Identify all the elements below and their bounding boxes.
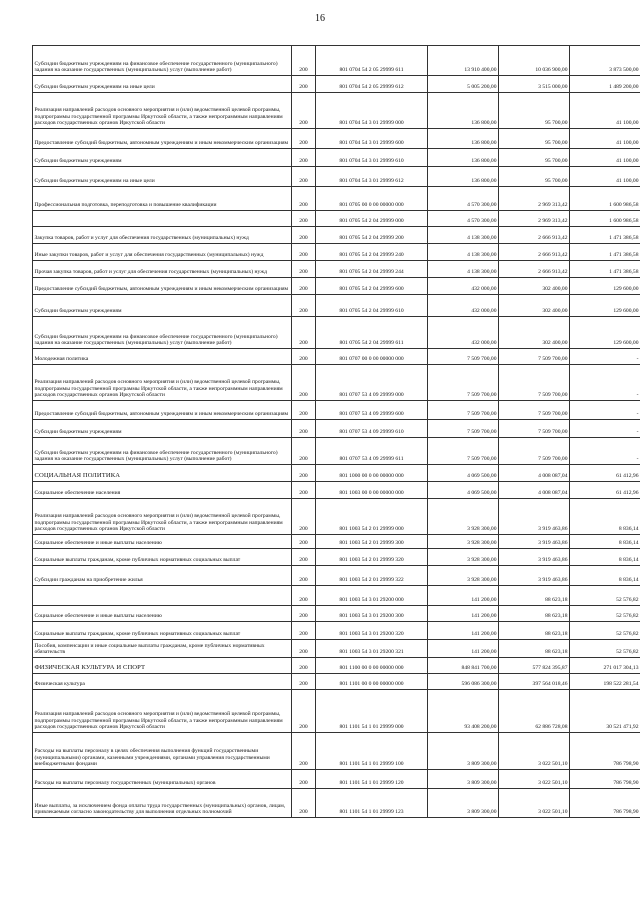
row-code: 200 [292,770,316,789]
row-name: Социальное обеспечение и иные выплаты населению [33,606,292,622]
row-value-remaining: - [570,401,640,420]
row-name: Субсидии бюджетным учреждениям на иные цели [33,167,292,187]
row-code: 200 [292,129,316,149]
row-value-remaining: 129 600,00 [570,278,640,295]
row-value-approved: 4 069 500,00 [428,465,499,482]
row-code: 200 [292,167,316,187]
row-value-approved: 4 570 300,00 [428,211,499,227]
row-value-approved: 4 138 300,00 [428,227,499,244]
row-value-approved: 4 138 300,00 [428,261,499,278]
table-row [33,674,640,690]
row-value-approved: 136 800,00 [428,93,499,129]
row-name: Реализация направлений расходов основного мероприятия и (или) ведомственной целевой программы, подпрограммы государственной программы Иркутской области, а также непрограммным направлениям расходов государственных органов Иркутской области [33,499,292,535]
table-row [33,295,640,317]
row-value-executed: 88 623,18 [499,622,570,640]
row-value-approved: 432 000,00 [428,317,499,349]
row-code: 200 [292,211,316,227]
row-code: 200 [292,93,316,129]
row-name [33,211,292,227]
row-classification: 801 0707 00 0 00 00000 000 [316,349,428,365]
row-code: 200 [292,566,316,586]
row-code: 200 [292,658,316,674]
row-name: СОЦИАЛЬНАЯ ПОЛИТИКА [33,465,292,482]
row-classification: 801 0704 54 3 01 29999 600 [316,129,428,149]
row-code: 200 [292,46,316,76]
row-code: 200 [292,482,316,499]
row-code: 200 [292,401,316,420]
row-name: Предоставление субсидий бюджетным, автономным учреждениям и иным некоммерческим организациям [33,129,292,149]
row-value-remaining: 1 489 200,00 [570,76,640,93]
row-value-executed: 88 623,18 [499,640,570,658]
row-classification: 801 1003 54 3 01 29200 300 [316,606,428,622]
table-row [33,690,640,733]
row-code: 200 [292,535,316,549]
row-value-remaining: 1 600 986,58 [570,187,640,211]
row-name: Субсидии гражданам на приобретение жилья [33,566,292,586]
row-value-executed: 95 700,00 [499,129,570,149]
row-name: Физическая культура [33,674,292,690]
row-classification: 801 0705 54 2 04 29999 610 [316,295,428,317]
row-value-executed: 302 400,00 [499,317,570,349]
row-classification: 801 1101 54 1 01 29999 100 [316,733,428,770]
row-code: 200 [292,278,316,295]
row-value-remaining: 1 471 386,58 [570,244,640,261]
row-value-executed: 4 008 087,04 [499,465,570,482]
table-row [33,566,640,586]
row-value-remaining: 1 471 386,58 [570,261,640,278]
row-name: Предоставление субсидий бюджетным, автономным учреждениям и иным некоммерческим организациям [33,401,292,420]
row-code: 200 [292,499,316,535]
row-value-remaining: - [570,420,640,438]
row-name: Закупка товаров, работ и услуг для обеспечения государственных (муниципальных) нужд [33,227,292,244]
row-code: 200 [292,465,316,482]
table-row [33,244,640,261]
row-code: 200 [292,349,316,365]
row-classification: 801 0707 53 4 09 29999 610 [316,420,428,438]
row-code: 200 [292,606,316,622]
row-classification: 801 1100 00 0 00 00000 000 [316,658,428,674]
row-classification: 801 1003 54 2 01 29999 000 [316,499,428,535]
row-value-approved: 4 138 300,00 [428,244,499,261]
row-value-approved: 136 800,00 [428,167,499,187]
row-classification: 801 0705 00 0 00 00000 000 [316,187,428,211]
row-classification: 801 1101 54 1 01 29999 000 [316,690,428,733]
row-code: 200 [292,244,316,261]
row-name: Субсидии бюджетным учреждениям [33,420,292,438]
row-name: Реализация направлений расходов основного мероприятия и (или) ведомственной целевой программы, подпрограммы государственной программы Иркутской области, а также непрограммным направлениям расходов государственных органов Иркутской области [33,690,292,733]
table-row [33,622,640,640]
row-value-executed: 302 400,00 [499,295,570,317]
table-row [33,789,640,818]
row-value-executed: 88 623,18 [499,586,570,606]
row-value-executed: 2 666 913,42 [499,227,570,244]
row-classification: 801 0705 54 2 04 29999 000 [316,211,428,227]
row-name: Социальное обеспечение и иные выплаты населению [33,535,292,549]
row-value-executed: 302 400,00 [499,278,570,295]
table-row [33,535,640,549]
row-value-remaining: 3 873 500,00 [570,46,640,76]
row-value-executed: 95 700,00 [499,93,570,129]
row-value-remaining: - [570,365,640,401]
row-code: 200 [292,640,316,658]
row-classification: 801 0705 54 2 04 29999 244 [316,261,428,278]
row-name: Социальные выплаты гражданам, кроме публичных нормативных социальных выплат [33,622,292,640]
row-value-approved: 432 000,00 [428,278,499,295]
row-classification: 801 0704 54 2 05 29999 612 [316,76,428,93]
row-name: Субсидии бюджетным учреждениям [33,295,292,317]
row-value-approved: 7 509 700,00 [428,420,499,438]
row-name: Социальные выплаты гражданам, кроме публичных нормативных социальных выплат [33,549,292,566]
row-value-executed: 2 969 313,42 [499,211,570,227]
row-value-remaining: 52 576,82 [570,640,640,658]
table-row [33,317,640,349]
row-code: 200 [292,622,316,640]
row-name: Предоставление субсидий бюджетным, автономным учреждениям и иным некоммерческим организациям [33,278,292,295]
row-value-remaining: 52 576,82 [570,622,640,640]
row-code: 200 [292,149,316,167]
row-value-executed: 7 509 700,00 [499,349,570,365]
row-value-remaining: 129 600,00 [570,317,640,349]
table-row [33,149,640,167]
row-value-approved: 3 809 300,00 [428,733,499,770]
row-name: Профессиональная подготовка, переподготовка и повышение квалификации [33,187,292,211]
row-value-remaining: 271 017 304,13 [570,658,640,674]
page-number: 16 [315,13,325,24]
table-row [33,46,640,76]
row-classification: 801 0704 54 2 05 29999 611 [316,46,428,76]
row-name: Субсидии бюджетным учреждениям на финансовое обеспечение государственного (муниципального) задания на оказание государственных (муниципальных) услуг (выполнение работ) [33,317,292,349]
row-value-executed: 88 623,18 [499,606,570,622]
row-value-remaining: 52 576,82 [570,606,640,622]
row-code: 200 [292,261,316,278]
table-row [33,586,640,606]
row-classification: 801 1003 54 3 01 29200 000 [316,586,428,606]
row-name: Социальное обеспечение населения [33,482,292,499]
row-value-approved: 4 570 300,00 [428,187,499,211]
row-value-executed: 95 700,00 [499,167,570,187]
row-value-executed: 3 919 463,86 [499,549,570,566]
table-row [33,549,640,566]
row-code: 200 [292,549,316,566]
row-classification: 801 1003 54 3 01 29200 320 [316,622,428,640]
table-row [33,93,640,129]
row-value-remaining: 786 798,90 [570,733,640,770]
budget-table-body [33,46,640,818]
row-code: 200 [292,76,316,93]
row-name: Расходы на выплаты персоналу государственных (муниципальных) органов [33,770,292,789]
row-code: 200 [292,295,316,317]
row-name: Пособия, компенсации и иные социальные выплаты гражданам, кроме публичных нормативных обязательств [33,640,292,658]
row-value-executed: 7 509 700,00 [499,401,570,420]
row-value-remaining: 41 100,00 [570,149,640,167]
row-value-approved: 141 200,00 [428,606,499,622]
table-row [33,658,640,674]
row-classification: 801 1003 54 2 01 29999 322 [316,566,428,586]
row-value-approved: 5 005 200,00 [428,76,499,93]
row-value-executed: 7 509 700,00 [499,365,570,401]
table-row [33,770,640,789]
row-value-executed: 2 969 313,42 [499,187,570,211]
table-row [33,499,640,535]
table-row [33,733,640,770]
row-value-executed: 2 666 913,42 [499,244,570,261]
row-name: Субсидии бюджетным учреждениям [33,149,292,167]
row-value-executed: 62 886 728,08 [499,690,570,733]
row-classification: 801 0704 54 3 01 29999 610 [316,149,428,167]
row-value-approved: 7 509 700,00 [428,349,499,365]
row-name [33,586,292,606]
row-name: Молодежная политика [33,349,292,365]
row-classification: 801 0705 54 2 04 29999 611 [316,317,428,349]
row-value-remaining: - [570,438,640,465]
row-name: ФИЗИЧЕСКАЯ КУЛЬТУРА И СПОРТ [33,658,292,674]
row-classification: 801 1003 54 3 01 29200 321 [316,640,428,658]
row-name: Реализация направлений расходов основного мероприятия и (или) ведомственной целевой программы, подпрограммы государственной программы Иркутской области, а также непрограммным направлениям расходов государственных органов Иркутской области [33,365,292,401]
row-value-executed: 3 919 463,86 [499,566,570,586]
row-classification: 801 1101 54 1 01 29999 120 [316,770,428,789]
row-classification: 801 0704 54 3 01 29999 000 [316,93,428,129]
row-value-remaining: 129 600,00 [570,295,640,317]
row-code: 200 [292,690,316,733]
row-value-remaining: 52 576,82 [570,586,640,606]
row-code: 200 [292,674,316,690]
row-value-remaining: 8 836,14 [570,549,640,566]
row-value-approved: 596 086 300,00 [428,674,499,690]
row-value-executed: 10 036 900,00 [499,46,570,76]
row-name: Иные закупки товаров, работ и услуг для обеспечения государственных (муниципальных) нужд [33,244,292,261]
row-value-approved: 3 928 300,00 [428,535,499,549]
row-value-approved: 3 928 300,00 [428,549,499,566]
row-name: Субсидии бюджетным учреждениям на иные цели [33,76,292,93]
row-value-executed: 397 564 018,46 [499,674,570,690]
row-classification: 801 0705 54 2 04 29999 200 [316,227,428,244]
row-value-executed: 577 824 395,87 [499,658,570,674]
row-value-executed: 3 919 463,86 [499,535,570,549]
row-code: 200 [292,733,316,770]
row-classification: 801 0707 53 4 09 29999 600 [316,401,428,420]
table-row [33,365,640,401]
row-value-approved: 3 928 300,00 [428,566,499,586]
row-value-executed: 3 919 463,86 [499,499,570,535]
row-value-remaining: 61 412,96 [570,482,640,499]
row-name: Иные выплаты, за исключением фонда оплаты труда государственных (муниципальных) органов, лицам, привлекаемым согласно законодательству для выполнения отдельных полномочий [33,789,292,818]
row-classification: 801 0707 53 4 09 29999 000 [316,365,428,401]
row-value-remaining: 8 836,14 [570,535,640,549]
row-code: 200 [292,317,316,349]
row-value-remaining: - [570,349,640,365]
table-row [33,640,640,658]
row-classification: 801 1003 00 0 00 00000 000 [316,482,428,499]
row-value-remaining: 198 522 281,54 [570,674,640,690]
row-value-executed: 4 008 087,04 [499,482,570,499]
row-value-approved: 13 910 400,00 [428,46,499,76]
row-value-approved: 3 809 300,00 [428,789,499,818]
row-classification: 801 1101 54 1 01 29999 123 [316,789,428,818]
row-value-executed: 3 022 501,10 [499,733,570,770]
row-classification: 801 0704 54 3 01 29999 612 [316,167,428,187]
row-value-approved: 141 200,00 [428,622,499,640]
row-value-approved: 141 200,00 [428,586,499,606]
row-code: 200 [292,187,316,211]
table-row [33,76,640,93]
row-value-remaining: 41 100,00 [570,129,640,149]
table-row [33,227,640,244]
row-value-approved: 136 800,00 [428,129,499,149]
row-value-approved: 3 809 300,00 [428,770,499,789]
row-classification: 801 0705 54 2 04 29999 240 [316,244,428,261]
table-row [33,482,640,499]
row-name: Расходы на выплаты персоналу в целях обеспечения выполнения функций государственными (муниципальными) органами, казенными учреждениями, органами управления государственными внебюджетными фондами [33,733,292,770]
table-row [33,129,640,149]
row-name: Субсидии бюджетным учреждениям на финансовое обеспечение государственного (муниципального) задания на оказание государственных (муниципальных) услуг (выполнение работ) [33,438,292,465]
row-value-executed: 3 022 501,10 [499,789,570,818]
row-value-remaining: 41 100,00 [570,93,640,129]
row-classification: 801 1003 54 2 01 29999 320 [316,549,428,566]
row-value-remaining: 786 798,90 [570,770,640,789]
row-value-remaining: 786 798,90 [570,789,640,818]
table-row [33,420,640,438]
row-classification: 801 1000 00 0 00 00000 000 [316,465,428,482]
row-name: Реализация направлений расходов основного мероприятия и (или) ведомственной целевой программы, подпрограммы государственной программы Иркутской области, а также непрограммным направлениям расходов государственных органов Иркутской области [33,93,292,129]
table-row [33,278,640,295]
row-value-remaining: 1 600 986,58 [570,211,640,227]
row-value-approved: 7 509 700,00 [428,438,499,465]
row-value-remaining: 61 412,96 [570,465,640,482]
row-value-approved: 93 408 200,00 [428,690,499,733]
row-value-approved: 7 509 700,00 [428,365,499,401]
row-value-executed: 3 022 501,10 [499,770,570,789]
table-row [33,167,640,187]
row-value-approved: 136 800,00 [428,149,499,167]
row-code: 200 [292,438,316,465]
row-value-approved: 7 509 700,00 [428,401,499,420]
row-value-executed: 7 509 700,00 [499,438,570,465]
row-value-remaining: 41 100,00 [570,167,640,187]
row-value-approved: 848 841 700,00 [428,658,499,674]
row-value-approved: 4 069 500,00 [428,482,499,499]
row-value-approved: 141 200,00 [428,640,499,658]
row-value-remaining: 1 471 386,58 [570,227,640,244]
row-value-executed: 3 515 000,00 [499,76,570,93]
table-row [33,261,640,278]
row-value-executed: 7 509 700,00 [499,420,570,438]
row-code: 200 [292,365,316,401]
row-classification: 801 0707 53 4 09 29999 611 [316,438,428,465]
table-row [33,349,640,365]
table-row [33,465,640,482]
row-name: Прочая закупка товаров, работ и услуг для обеспечения государственных (муниципальных) нужд [33,261,292,278]
row-code: 200 [292,586,316,606]
row-value-approved: 432 000,00 [428,295,499,317]
row-value-approved: 3 928 300,00 [428,499,499,535]
row-name: Субсидии бюджетным учреждениям на финансовое обеспечение государственного (муниципального) задания на оказание государственных (муниципальных) услуг (выполнение работ) [33,46,292,76]
table-row [33,606,640,622]
table-row [33,187,640,211]
row-value-remaining: 8 836,14 [570,499,640,535]
row-classification: 801 0705 54 2 04 29999 600 [316,278,428,295]
row-value-remaining: 30 521 471,92 [570,690,640,733]
table-row [33,211,640,227]
row-code: 200 [292,420,316,438]
row-code: 200 [292,227,316,244]
row-value-executed: 95 700,00 [499,149,570,167]
row-value-executed: 2 666 913,42 [499,261,570,278]
row-classification: 801 1003 54 2 01 29999 300 [316,535,428,549]
row-value-remaining: 8 836,14 [570,566,640,586]
table-row [33,438,640,465]
row-code: 200 [292,789,316,818]
table-row [33,401,640,420]
budget-table [32,45,640,818]
row-classification: 801 1101 00 0 00 00000 000 [316,674,428,690]
